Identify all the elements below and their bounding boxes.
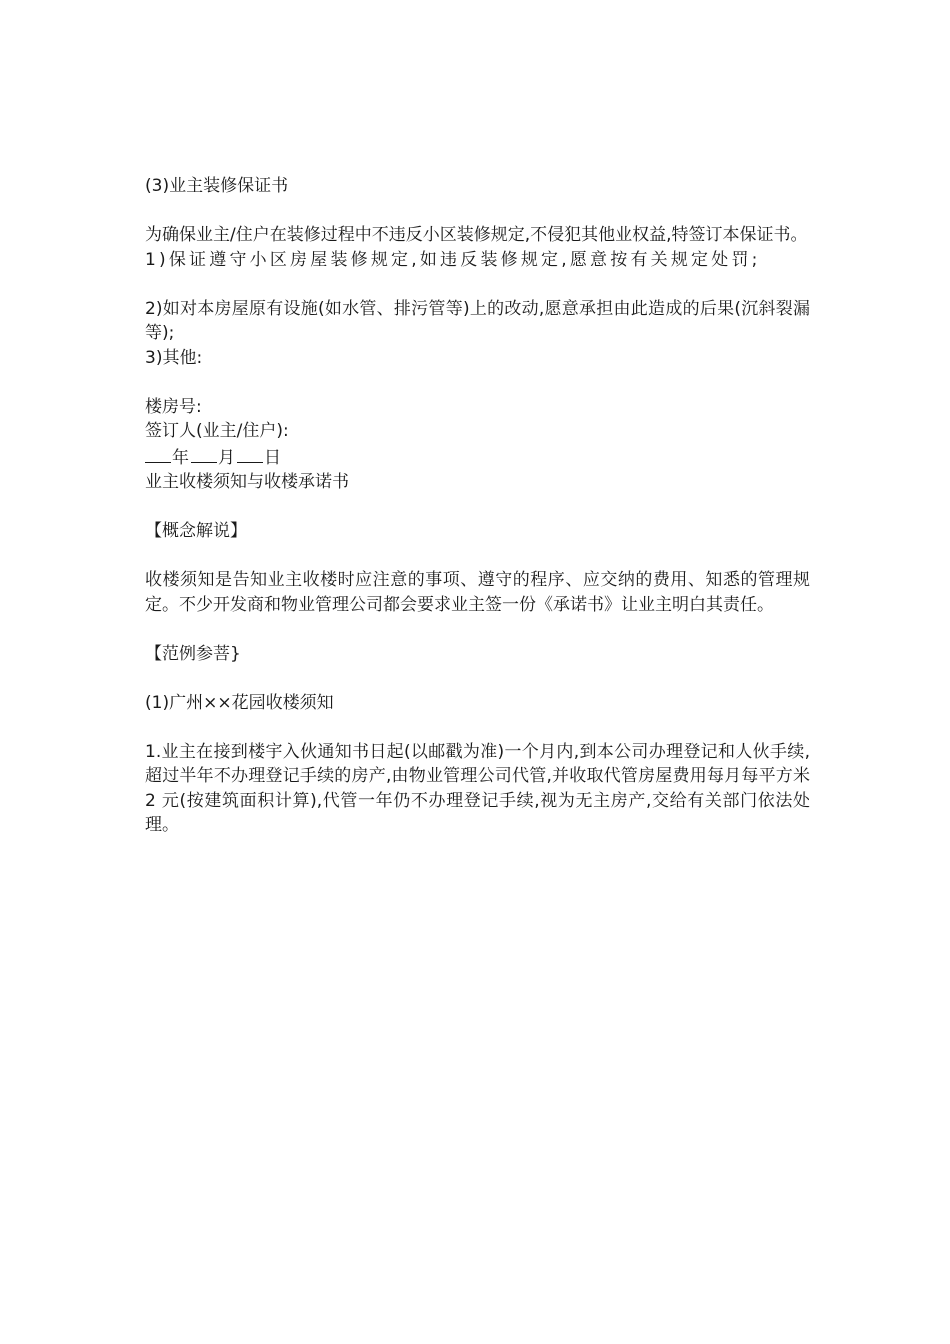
guarantee-item-1: 1)保证遵守小区房屋装修规定,如违反装修规定,愿意按有关规定处罚;	[145, 249, 761, 270]
day-blank	[237, 444, 263, 463]
guarantee-item-2: 2)如对本房屋原有设施(如水管、排污管等)上的改动,愿意承担由此造成的后果(沉斜裂漏等);	[145, 298, 810, 343]
spacer	[145, 199, 810, 224]
rule-1-paragraph: 1.业主在接到楼宇入伙通知书日起(以邮戳为准)一个月内,到本公司办理登记和人伙手续,超过半年不办理登记手续的房产,由物业管理公司代管,并收取代管房屋费用每月每平方米 2 元(按建筑面积计算),代管一年仍不办理登记手续,视为无主房产,交给有关部门依法处理。	[145, 741, 810, 835]
intro-paragraph: 为确保业主/住户在装修过程中不违反小区装修规定,不侵犯其他业权益,特签订本保证书。	[145, 225, 808, 245]
spacer	[145, 272, 810, 297]
guarantee-item-3: 3)其他:	[145, 347, 203, 368]
signature-date	[145, 444, 810, 471]
spacer	[145, 370, 810, 395]
concept-paragraph: 收楼须知是告知业主收楼时应注意的事项、遵守的程序、应交纳的费用、知悉的管理规定。不少开发商和物业管理公司都会要求业主签一份《承诺书》让业主明白其责任。	[145, 570, 810, 615]
example-title: (1)广州××花园收楼须知	[145, 692, 334, 713]
spacer	[145, 666, 810, 691]
concept-label: 【概念解说】	[145, 521, 247, 541]
example-label: 【范例参菩}	[145, 643, 241, 664]
year-blank	[145, 444, 171, 463]
month-label: 月	[218, 447, 235, 468]
spacer	[145, 495, 810, 520]
spacer	[145, 617, 810, 642]
signer-label: 签订人(业主/住户):	[145, 421, 289, 441]
month-blank	[191, 444, 217, 463]
building-number-label: 楼房号:	[145, 396, 202, 417]
spacer	[145, 715, 810, 740]
spacer	[145, 544, 810, 569]
day-label: 日	[264, 447, 281, 468]
section-heading: 业主收楼须知与收楼承诺书	[145, 472, 349, 492]
section-title: (3)业主装修保证书	[145, 176, 289, 196]
year-label: 年	[172, 447, 189, 468]
document-body	[145, 174, 810, 838]
